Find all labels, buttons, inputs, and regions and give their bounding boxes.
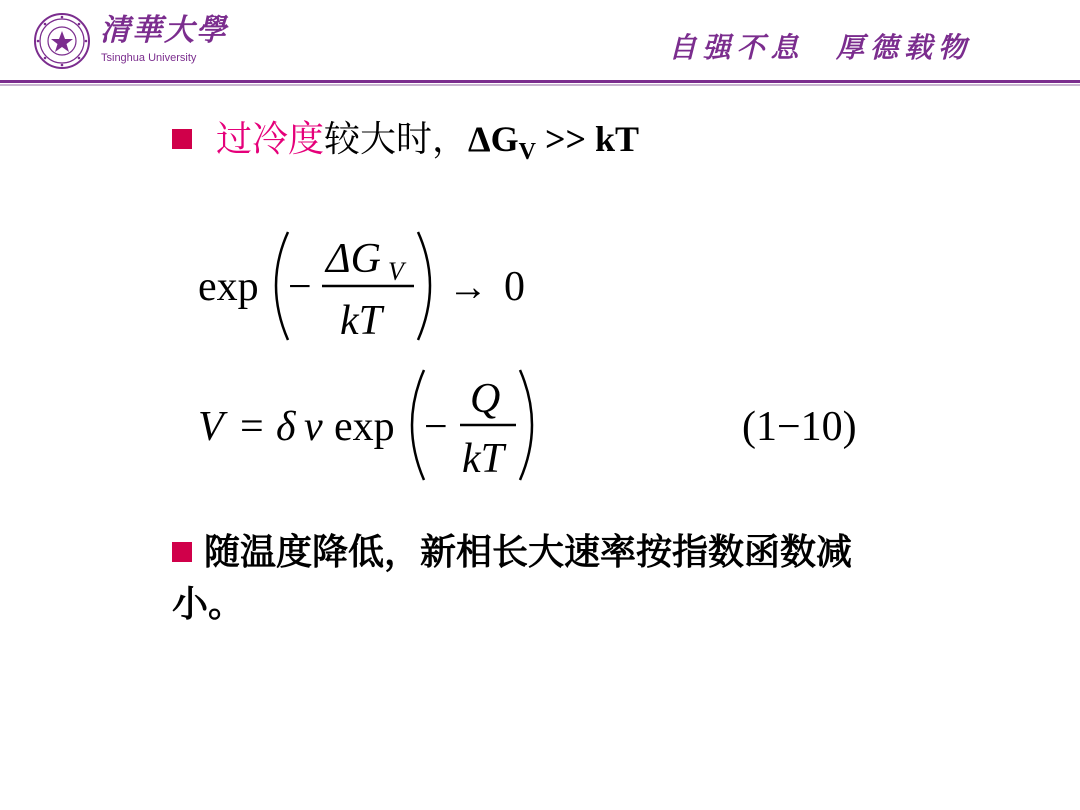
eq1-left-paren	[276, 232, 288, 340]
eq2-lhs: V	[198, 404, 224, 450]
bullet-text: 较大时，	[324, 119, 469, 160]
eq2-nu: ν	[304, 404, 323, 450]
eq1-arrow: →	[448, 264, 488, 309]
eq1-limit: 0	[504, 264, 525, 310]
eq2-equals: =	[240, 404, 264, 450]
university-motto: 自强不息 厚德载物	[668, 31, 972, 64]
eq2-left-paren	[412, 370, 424, 480]
eq2-minus: −	[424, 404, 448, 450]
eq2-delta: δ	[276, 404, 296, 450]
delta-g-subscript: V	[518, 139, 536, 166]
bullet-square-icon	[172, 542, 192, 562]
eq1-minus: −	[288, 264, 312, 310]
keyword-undercooling: 过冷度	[216, 119, 325, 160]
eq2-denominator: kT	[462, 436, 504, 482]
eq1-right-paren	[418, 232, 430, 340]
university-name-cn: 清華大學	[100, 13, 228, 48]
eq1-numerator: ΔG	[326, 236, 381, 282]
equation-growth-rate	[198, 370, 857, 482]
inequality-tail: >> kT	[535, 119, 640, 159]
bullet2-text: 随温度降低，新相长大速率按指数函数减小。	[172, 531, 853, 625]
university-name-en: Tsinghua University	[101, 52, 197, 64]
eq2-numerator: Q	[470, 376, 501, 422]
delta-g-symbol: ΔG	[468, 119, 519, 159]
bullet-rate-decrease	[172, 526, 912, 630]
eq2-exp: exp	[334, 404, 395, 450]
equation-exp-limit	[198, 232, 525, 344]
eq1-exp: exp	[198, 264, 259, 310]
eq2-number: (1−10)	[742, 404, 857, 450]
eq2-right-paren	[520, 370, 532, 480]
eq1-numerator-sub: V	[388, 257, 404, 286]
eq1-denominator: kT	[340, 298, 382, 344]
